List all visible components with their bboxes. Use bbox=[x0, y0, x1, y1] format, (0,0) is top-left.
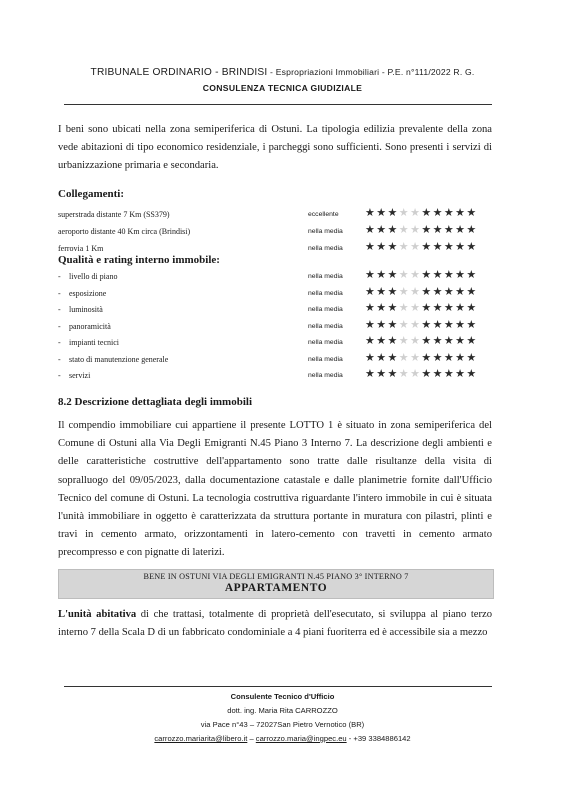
rating-label bbox=[58, 355, 168, 364]
star-icon: ★ bbox=[365, 206, 377, 219]
footer-contacts bbox=[0, 734, 565, 743]
star-icon: ★ bbox=[376, 284, 388, 298]
star-icon: ★ bbox=[387, 350, 399, 364]
closing-paragraph bbox=[58, 606, 492, 642]
star-icon: ★ bbox=[455, 334, 467, 347]
star-icon: ★ bbox=[466, 223, 478, 236]
star-icon: ★ bbox=[432, 317, 444, 331]
star-rating bbox=[365, 367, 478, 380]
rating-label bbox=[58, 210, 170, 219]
rating-label bbox=[58, 244, 103, 253]
star-icon: ★ bbox=[398, 284, 411, 298]
star-icon: ★ bbox=[443, 350, 456, 364]
rating-label-text: ferrovia 1 Km bbox=[58, 244, 104, 253]
star-icon: ★ bbox=[398, 301, 411, 314]
rating-label bbox=[58, 305, 103, 314]
rating-level: eccellente bbox=[308, 211, 339, 218]
star-icon: ★ bbox=[466, 367, 478, 380]
star-icon: ★ bbox=[421, 301, 433, 314]
star-icon: ★ bbox=[398, 367, 411, 380]
star-rating bbox=[365, 206, 478, 219]
star-icon: ★ bbox=[410, 350, 422, 364]
star-icon: ★ bbox=[398, 317, 411, 331]
star-icon: ★ bbox=[421, 350, 433, 364]
star-icon: ★ bbox=[387, 223, 399, 236]
bullet-dash: - bbox=[58, 288, 61, 298]
star-icon: ★ bbox=[455, 240, 467, 253]
rating-level: nella media bbox=[308, 245, 343, 252]
rating-label bbox=[58, 289, 106, 298]
bullet-dash: - bbox=[58, 321, 61, 331]
star-icon: ★ bbox=[376, 240, 388, 253]
rating-label bbox=[58, 338, 119, 347]
bullet-dash: - bbox=[58, 338, 61, 347]
email-link-libero[interactable]: carrozzo.mariarita@libero.it bbox=[154, 734, 248, 743]
star-icon: ★ bbox=[432, 206, 444, 219]
star-icon: ★ bbox=[443, 240, 456, 253]
rating-level: nella media bbox=[308, 355, 343, 363]
banner-type: APPARTAMENTO bbox=[224, 582, 328, 594]
rating-level: nella media bbox=[308, 306, 343, 313]
star-icon: ★ bbox=[398, 223, 411, 236]
closing-lead: L'unità abitativa bbox=[58, 609, 137, 620]
star-icon: ★ bbox=[376, 350, 388, 364]
star-icon: ★ bbox=[410, 367, 422, 380]
star-icon: ★ bbox=[410, 223, 422, 236]
banner-address: BENE IN OSTUNI VIA DEGLI EMIGRANTI N.45 PIANO 3° INTERNO 7 bbox=[143, 572, 409, 581]
star-icon: ★ bbox=[421, 206, 433, 219]
star-rating bbox=[365, 334, 478, 347]
star-rating bbox=[365, 301, 478, 314]
star-icon: ★ bbox=[398, 206, 411, 219]
star-icon: ★ bbox=[455, 284, 467, 298]
star-icon: ★ bbox=[466, 350, 478, 364]
star-icon: ★ bbox=[365, 350, 377, 364]
rating-level: nella media bbox=[308, 228, 343, 235]
star-icon: ★ bbox=[455, 206, 467, 219]
star-icon: ★ bbox=[410, 240, 422, 253]
star-icon: ★ bbox=[410, 268, 422, 281]
star-icon: ★ bbox=[410, 206, 422, 219]
rating-label-text: stato di manutenzione generale bbox=[69, 354, 169, 364]
footer-phone: - +39 3384886142 bbox=[346, 734, 411, 743]
star-icon: ★ bbox=[432, 334, 444, 347]
star-icon: ★ bbox=[387, 284, 399, 298]
star-icon: ★ bbox=[365, 240, 377, 253]
star-icon: ★ bbox=[376, 334, 388, 347]
star-icon: ★ bbox=[466, 334, 478, 347]
rating-label-text: livello di piano bbox=[69, 272, 118, 281]
star-icon: ★ bbox=[365, 367, 377, 380]
star-icon: ★ bbox=[432, 268, 444, 281]
star-icon: ★ bbox=[432, 301, 444, 314]
star-icon: ★ bbox=[432, 223, 444, 236]
star-icon: ★ bbox=[410, 301, 422, 314]
star-icon: ★ bbox=[387, 268, 399, 281]
star-icon: ★ bbox=[398, 334, 411, 347]
star-icon: ★ bbox=[387, 301, 399, 314]
bullet-dash: - bbox=[58, 371, 61, 380]
collegamenti-heading: Collegamenti: bbox=[58, 188, 124, 200]
document-header bbox=[0, 67, 565, 78]
star-icon: ★ bbox=[387, 206, 399, 219]
star-icon: ★ bbox=[421, 223, 433, 236]
star-icon: ★ bbox=[376, 317, 388, 331]
footer-address: via Pace n°43 – 72027San Pietro Vernotico (BR) bbox=[200, 720, 365, 729]
rating-label-text: panoramicità bbox=[69, 321, 111, 331]
star-icon: ★ bbox=[376, 223, 388, 236]
star-icon: ★ bbox=[455, 350, 467, 364]
rating-label bbox=[58, 371, 90, 380]
star-icon: ★ bbox=[421, 284, 433, 298]
star-icon: ★ bbox=[443, 317, 456, 331]
case-reference: - Espropriazioni Immobiliari - P.E. n°111/2022 R. G. bbox=[267, 67, 475, 77]
star-icon: ★ bbox=[387, 334, 399, 347]
star-rating bbox=[365, 268, 478, 281]
star-icon: ★ bbox=[398, 240, 411, 253]
rating-level: nella media bbox=[308, 339, 343, 346]
star-icon: ★ bbox=[466, 240, 478, 253]
star-icon: ★ bbox=[365, 301, 377, 314]
rating-level: nella media bbox=[308, 273, 343, 280]
star-icon: ★ bbox=[455, 223, 467, 236]
star-icon: ★ bbox=[365, 223, 377, 236]
footer-name: dott. ing. Maria Rita CARROZZO bbox=[227, 706, 338, 715]
rating-label-text: servizi bbox=[69, 371, 91, 380]
rating-level: nella media bbox=[308, 322, 343, 330]
star-icon: ★ bbox=[376, 268, 388, 281]
star-icon: ★ bbox=[365, 334, 377, 347]
rating-label-text: superstrada distante 7 Km (SS379) bbox=[58, 210, 170, 219]
star-icon: ★ bbox=[387, 240, 399, 253]
property-banner bbox=[58, 569, 494, 599]
star-icon: ★ bbox=[365, 317, 377, 331]
star-icon: ★ bbox=[387, 367, 399, 380]
star-icon: ★ bbox=[421, 268, 433, 281]
star-icon: ★ bbox=[466, 268, 478, 281]
footer-title: Consulente Tecnico d'Ufficio bbox=[230, 692, 335, 701]
footer-divider bbox=[64, 686, 492, 687]
star-icon: ★ bbox=[466, 206, 478, 219]
rating-label-text: impianti tecnici bbox=[69, 338, 119, 347]
email-link-pec[interactable]: carrozzo.maria@ingpec.eu bbox=[255, 734, 347, 743]
star-rating bbox=[365, 318, 478, 331]
star-rating bbox=[365, 285, 478, 298]
footer-separator: – bbox=[247, 734, 256, 743]
bullet-dash: - bbox=[58, 272, 61, 281]
star-icon: ★ bbox=[432, 350, 444, 364]
court-name: TRIBUNALE ORDINARIO - BRINDISI bbox=[90, 67, 268, 78]
section-body: Il compendio immobiliare cui appartiene il presente LOTTO 1 è situato in zona semiperiferica del Comune di Ostuni alla Via Degli Emigranti N.45 Piano 3 Interno 7. La descrizione degli ambienti e delle caratteristiche costruttive dell'appartamento sono tratte dalle risultanze della visita di sopralluogo del 09/05/2023, dalla documentazione catastale e dalle planimetrie fornite dall'Ufficio Tecnico del comune di Ostuni. La tecnologia costruttiva riguardante l'intero immobile in cui è situata l'unità immobiliare in oggetto è caratterizzata da struttura portante in muratura con pilastri, plinti e travi in cemento armato, orizzontamenti in latero-cemento con travetti in cemento armato precompresso e con pignatte di laterizi. bbox=[58, 420, 492, 559]
rating-label bbox=[58, 227, 190, 236]
closing-text: di che trattasi, totalmente di proprietà dell'esecutato, si sviluppa al piano terzo interno 7 della Scala D di un fabbricato condominiale a 4 piani fuoriterra ed è accessibile sia a mezzo bbox=[58, 609, 492, 639]
bullet-dash: - bbox=[58, 305, 61, 314]
star-icon: ★ bbox=[387, 317, 399, 331]
star-icon: ★ bbox=[398, 268, 411, 281]
qualita-heading: Qualità e rating interno immobile: bbox=[58, 254, 220, 266]
star-icon: ★ bbox=[466, 317, 478, 331]
rating-label-text: aeroporto distante 40 Km circa (Brindisi) bbox=[58, 227, 191, 236]
star-icon: ★ bbox=[455, 268, 467, 281]
star-rating bbox=[365, 351, 478, 364]
star-icon: ★ bbox=[443, 206, 456, 219]
star-icon: ★ bbox=[376, 206, 388, 219]
rating-label-text: luminosità bbox=[69, 305, 103, 314]
star-icon: ★ bbox=[410, 317, 422, 331]
bullet-dash: - bbox=[58, 354, 61, 364]
star-icon: ★ bbox=[421, 317, 433, 331]
star-rating bbox=[365, 223, 478, 236]
star-icon: ★ bbox=[455, 301, 467, 314]
star-icon: ★ bbox=[410, 284, 422, 298]
rating-label bbox=[58, 322, 111, 331]
star-icon: ★ bbox=[443, 334, 456, 347]
rating-label bbox=[58, 272, 117, 281]
section-heading: 8.2 Descrizione dettagliata degli immobili bbox=[58, 396, 252, 408]
star-icon: ★ bbox=[376, 367, 388, 380]
star-icon: ★ bbox=[443, 223, 456, 236]
star-icon: ★ bbox=[432, 284, 444, 298]
document-subtitle: CONSULENZA TECNICA GIUDIZIALE bbox=[202, 83, 363, 93]
star-icon: ★ bbox=[421, 334, 433, 347]
star-icon: ★ bbox=[443, 268, 456, 281]
star-icon: ★ bbox=[466, 284, 478, 298]
star-icon: ★ bbox=[421, 240, 433, 253]
rating-level: nella media bbox=[308, 289, 343, 297]
rating-level: nella media bbox=[308, 372, 343, 379]
star-icon: ★ bbox=[398, 350, 411, 364]
star-icon: ★ bbox=[455, 367, 467, 380]
star-icon: ★ bbox=[432, 367, 444, 380]
star-icon: ★ bbox=[443, 367, 456, 380]
header-divider bbox=[64, 104, 492, 105]
rating-label-text: esposizione bbox=[69, 288, 107, 298]
star-icon: ★ bbox=[443, 301, 456, 314]
intro-text: I beni sono ubicati nella zona semiperiferica di Ostuni. La tipologia edilizia prevalente della zona vede abitazioni di tipo economico residenziale, i parcheggi sono sufficienti. Sono presenti i servizi di urbanizzazione primaria e secondaria. bbox=[58, 124, 492, 172]
section-paragraph bbox=[58, 417, 492, 563]
star-icon: ★ bbox=[443, 284, 456, 298]
star-icon: ★ bbox=[466, 301, 478, 314]
star-icon: ★ bbox=[376, 301, 388, 314]
star-icon: ★ bbox=[455, 317, 467, 331]
star-rating bbox=[365, 240, 478, 253]
rating-row bbox=[58, 367, 498, 387]
star-icon: ★ bbox=[432, 240, 444, 253]
star-icon: ★ bbox=[410, 334, 422, 347]
star-icon: ★ bbox=[365, 268, 377, 281]
star-icon: ★ bbox=[421, 367, 433, 380]
star-icon: ★ bbox=[365, 284, 377, 298]
intro-paragraph bbox=[58, 121, 492, 176]
